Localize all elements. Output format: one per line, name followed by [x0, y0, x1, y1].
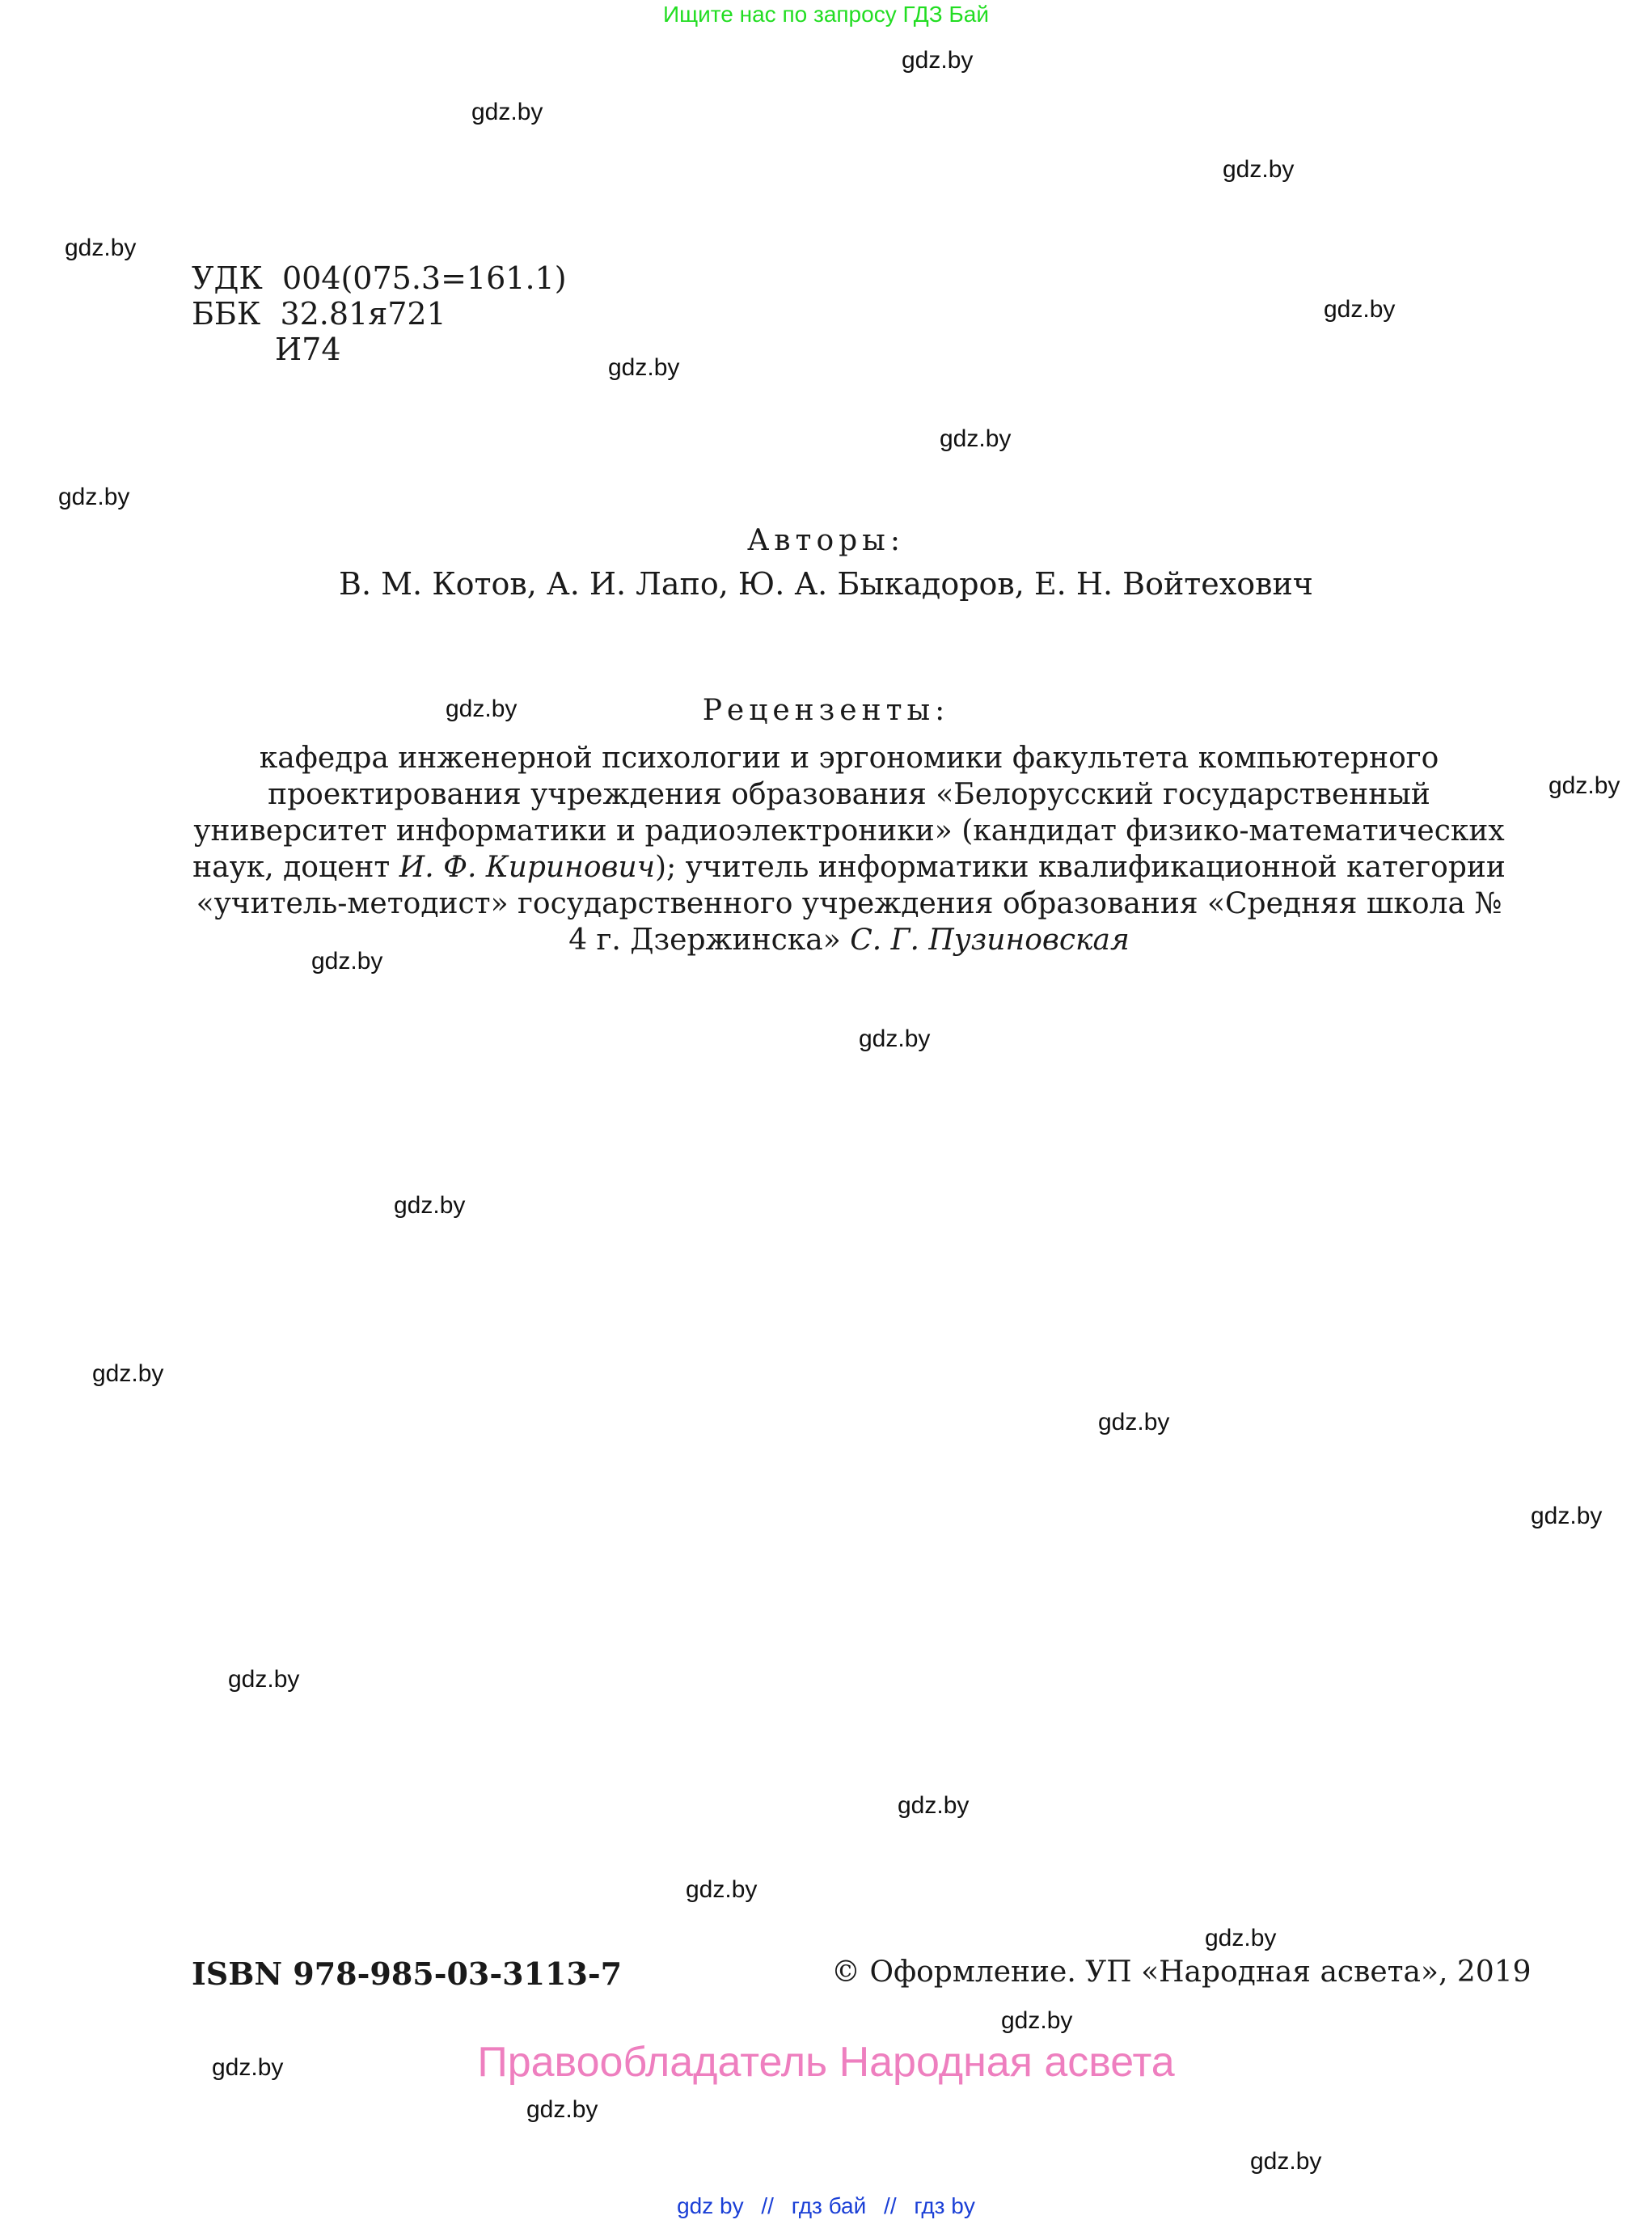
- watermark: gdz.by: [1548, 772, 1620, 799]
- authors-names: В. М. Котов, А. И. Лапо, Ю. А. Быкадоров, Е. Н. Войтехович: [339, 566, 1313, 602]
- watermark: gdz.by: [1001, 2007, 1073, 2034]
- search-banner: Ищите нас по запросу ГДЗ Бай: [662, 2, 990, 27]
- separator: //: [884, 2193, 897, 2218]
- classification-block: [192, 260, 567, 367]
- reviewers-heading: Рецензенты:: [702, 694, 950, 727]
- reviewers-text-part1: кафедра инженерной психологии и эргономики факультета компьютерного проектирования учреждения образования «Белорусский государственный университет информатики и радиоэлектроники» (кандидат физико-математических наук, доцент: [192, 742, 1505, 884]
- watermark: gdz.by: [859, 1025, 931, 1052]
- watermark: gdz.by: [58, 484, 130, 510]
- footer-link-gdz-bai[interactable]: гдз бай: [791, 2193, 867, 2218]
- copyright: © Оформление. УП «Народная асвета», 2019: [831, 1956, 1532, 1989]
- authors-heading: Авторы:: [747, 524, 905, 557]
- author-code: И74: [275, 332, 341, 367]
- watermark: gdz.by: [65, 235, 137, 261]
- watermark: gdz.by: [526, 2096, 598, 2123]
- bbk-label: ББК: [192, 296, 261, 332]
- reviewers-text-part2: ); учитель информатики квалификационной категории «учитель-методист» государственного учреждения образования «Средняя школа № 4 г. Дзержинска»: [196, 851, 1506, 957]
- watermark: gdz.by: [898, 1792, 970, 1819]
- footer-links: [0, 2193, 1652, 2219]
- watermark: gdz.by: [902, 47, 974, 74]
- watermark: gdz.by: [1223, 156, 1295, 183]
- watermark: gdz.by: [940, 425, 1012, 452]
- reviewer-name-1: И. Ф. Киринович: [399, 851, 656, 884]
- watermark: gdz.by: [394, 1192, 466, 1219]
- rights-holder: Правообладатель Народная асвета: [477, 2039, 1175, 2086]
- watermark: gdz.by: [311, 948, 383, 975]
- isbn: ISBN 978-985-03-3113-7: [192, 1956, 623, 1992]
- bbk-row: [192, 296, 567, 332]
- watermark: gdz.by: [1324, 296, 1396, 323]
- watermark: gdz.by: [608, 354, 680, 381]
- watermark: gdz.by: [1250, 2148, 1322, 2175]
- udk-label: УДК: [192, 260, 263, 296]
- watermark: gdz.by: [1205, 1925, 1277, 1951]
- udk-row: [192, 260, 567, 296]
- watermark: gdz.by: [686, 1876, 758, 1903]
- watermark: gdz.by: [212, 2054, 284, 2081]
- footer-link-gdz-by[interactable]: gdz by: [677, 2193, 744, 2218]
- bbk-value: 32.81я721: [280, 296, 446, 332]
- separator: //: [761, 2193, 774, 2218]
- watermark: gdz.by: [1531, 1503, 1603, 1529]
- watermark: gdz.by: [92, 1360, 164, 1387]
- udk-value: 004(075.3=161.1): [281, 260, 567, 296]
- footer-link-gdz-by-cyr[interactable]: гдз by: [914, 2193, 975, 2218]
- reviewer-name-2: С. Г. Пузиновская: [850, 924, 1130, 957]
- watermark: gdz.by: [471, 99, 543, 125]
- watermark: gdz.by: [1098, 1409, 1170, 1435]
- reviewers-text: [186, 740, 1512, 958]
- watermark: gdz.by: [228, 1666, 300, 1693]
- watermark: gdz.by: [446, 696, 518, 722]
